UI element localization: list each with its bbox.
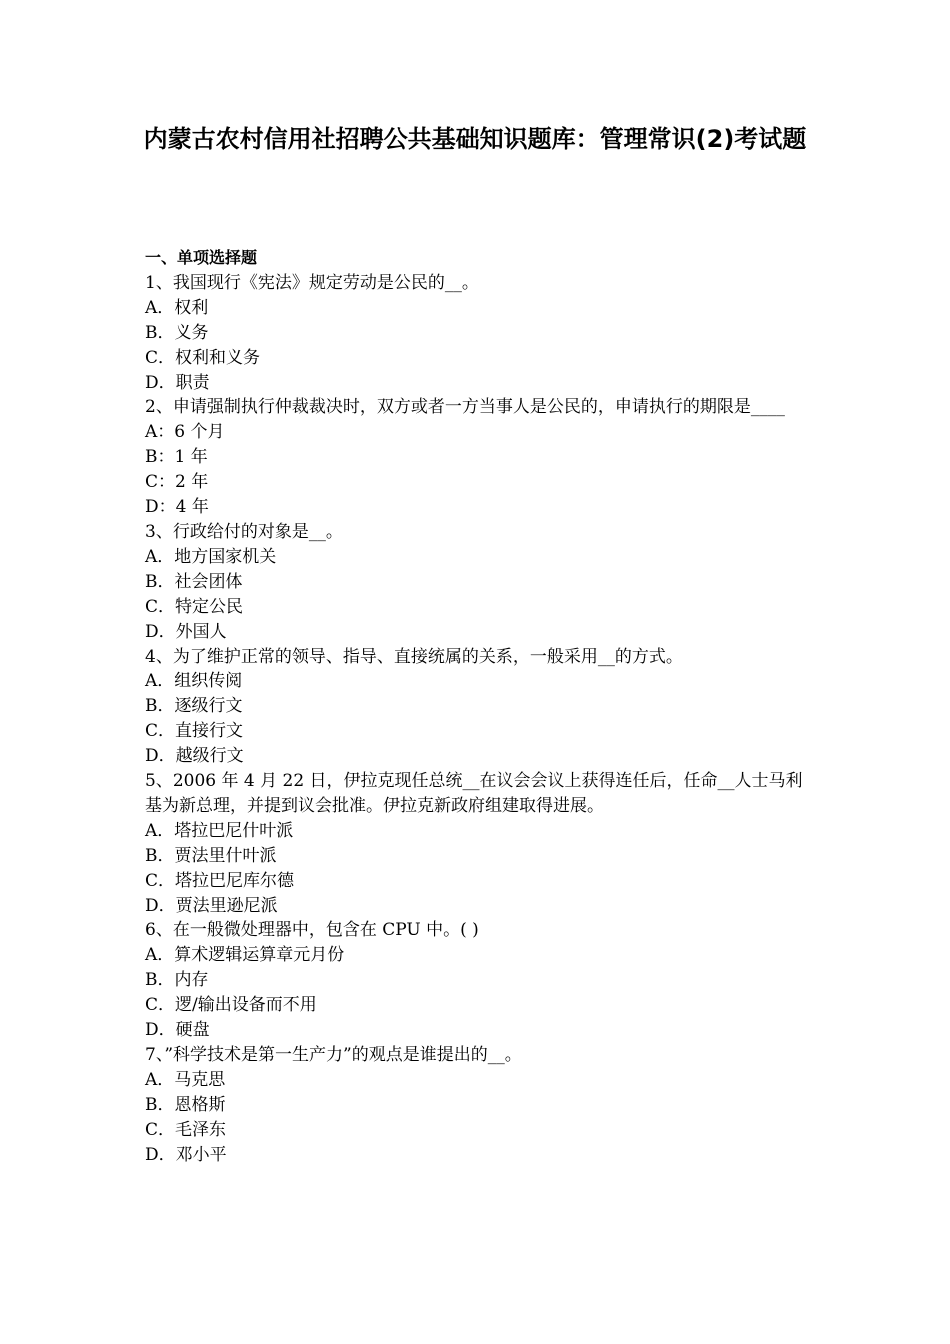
option-d: D．外国人 [145, 621, 227, 642]
document-body [145, 246, 810, 1168]
option-a: A．组织传阅 [145, 671, 243, 692]
option-b: B．义务 [145, 322, 209, 343]
option-c: C．塔拉巴尼库尔德 [145, 870, 295, 891]
option-a: A：6 个月 [145, 422, 225, 443]
question-6 [145, 918, 810, 1043]
option-b: B．恩格斯 [145, 1094, 226, 1115]
option-a: A．算术逻辑运算章元月份 [145, 945, 345, 966]
question-2 [145, 395, 810, 520]
option-d: D．越级行文 [145, 746, 244, 767]
question-7 [145, 1043, 810, 1168]
question-stem: 2、申请强制执行仲裁裁决时，双方或者一方当事人是公民的，申请执行的期限是____ [145, 397, 785, 418]
option-d: D．贾法里逊尼派 [145, 895, 278, 916]
question-stem: 5、2006 年 4 月 22 日，伊拉克现任总统__在议会会议上获得连任后，任命__人士马利基为新总理，并提到议会批准。伊拉克新政府组建取得进展。 [145, 771, 803, 816]
option-d: D．邓小平 [145, 1144, 227, 1165]
question-stem: 3、行政给付的对象是__。 [145, 521, 343, 542]
option-d: D．职责 [145, 372, 210, 393]
question-4 [145, 645, 810, 770]
option-a: A．权利 [145, 297, 209, 318]
option-c: C．直接行文 [145, 721, 244, 742]
option-b: B．逐级行文 [145, 696, 243, 717]
question-stem: 1、我国现行《宪法》规定劳动是公民的__。 [145, 272, 479, 293]
option-b: B．贾法里什叶派 [145, 845, 277, 866]
option-c: C．毛泽东 [145, 1119, 227, 1140]
option-d: D：4 年 [145, 497, 209, 518]
option-c: C：2 年 [145, 472, 209, 493]
option-c: C．权利和义务 [145, 347, 261, 368]
option-c: C．逻/输出设备而不用 [145, 995, 317, 1016]
option-c: C．特定公民 [145, 596, 244, 617]
document-title: 内蒙古农村信用社招聘公共基础知识题库：管理常识(2)考试题 [143, 125, 807, 153]
option-a: A．地方国家机关 [145, 546, 277, 567]
question-5 [145, 769, 810, 918]
question-stem: 6、在一般微处理器中，包含在 CPU 中。( ) [145, 920, 479, 941]
question-1 [145, 271, 810, 396]
option-d: D．硬盘 [145, 1020, 210, 1041]
option-b: B．内存 [145, 970, 209, 991]
question-stem: 7、”科学技术是第一生产力”的观点是谁提出的__。 [145, 1045, 522, 1065]
section-heading: 一、单项选择题 [145, 248, 258, 267]
option-b: B．社会团体 [145, 571, 243, 592]
question-stem: 4、为了维护正常的领导、指导、直接统属的关系，一般采用__的方式。 [145, 646, 683, 667]
option-a: A．马克思 [145, 1069, 226, 1090]
option-a: A．塔拉巴尼什叶派 [145, 820, 294, 841]
option-b: B：1 年 [145, 447, 208, 468]
question-3 [145, 520, 810, 645]
